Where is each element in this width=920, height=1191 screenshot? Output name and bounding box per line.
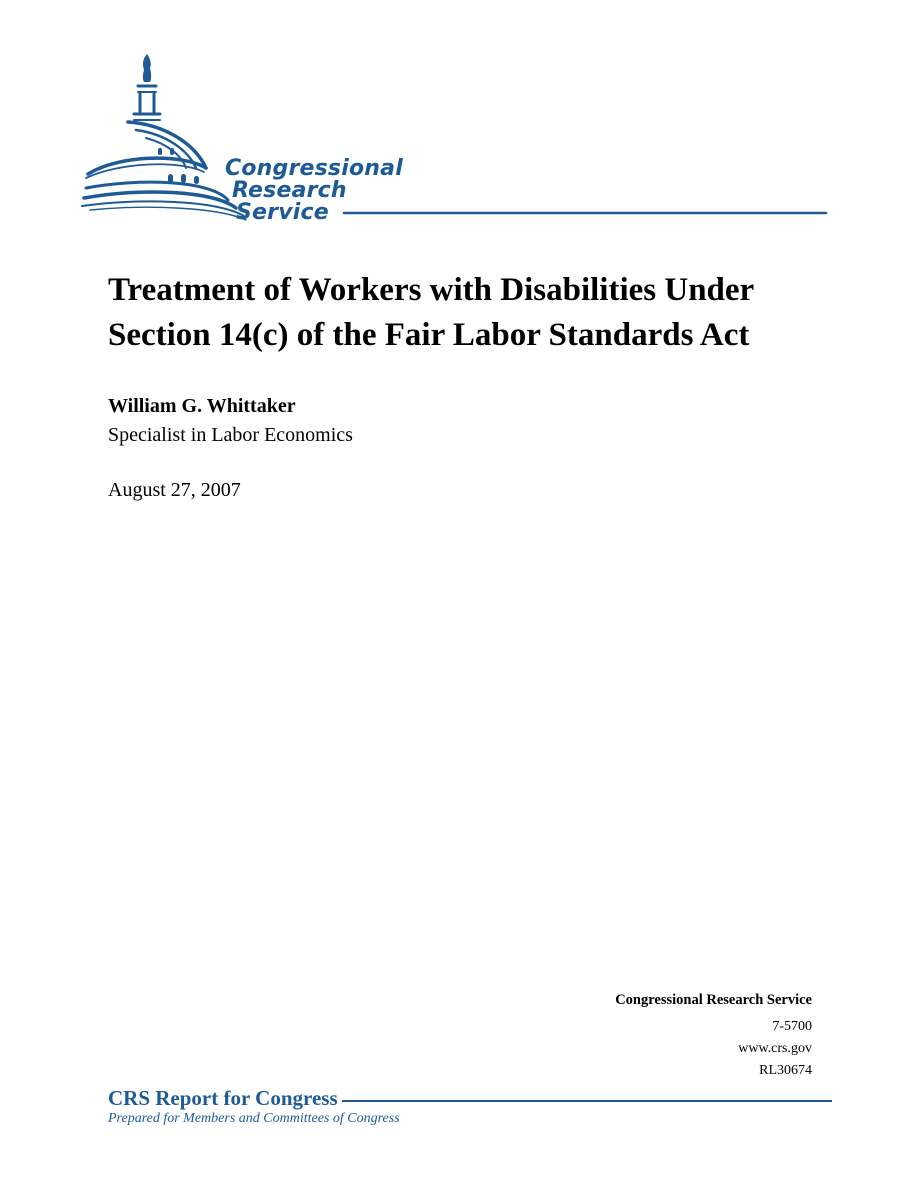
footer-phone: 7-5700 bbox=[772, 1019, 812, 1034]
crs-report-label: CRS Report for Congress bbox=[108, 1084, 342, 1112]
author-role: Specialist in Labor Economics bbox=[108, 424, 353, 446]
capitol-dome-icon bbox=[80, 50, 840, 230]
logo-text-service: Service bbox=[236, 200, 329, 225]
title-line-1: Treatment of Workers with Disabilities Under bbox=[108, 272, 755, 308]
document-date: August 27, 2007 bbox=[108, 479, 241, 501]
document-title bbox=[108, 268, 868, 358]
author-name: William G. Whittaker bbox=[108, 395, 296, 417]
title-line-2: Section 14(c) of the Fair Labor Standards Act bbox=[108, 317, 750, 353]
logo-text-research: Research bbox=[232, 178, 347, 203]
footer-organization: Congressional Research Service bbox=[615, 992, 812, 1008]
footer-info bbox=[615, 988, 812, 1081]
logo-text-congressional: Congressional bbox=[225, 156, 403, 181]
footer-report-number: RL30674 bbox=[759, 1063, 812, 1078]
prepared-for-line: Prepared for Members and Committees of Congress bbox=[108, 1111, 400, 1126]
crs-logo bbox=[80, 50, 840, 230]
footer-website: www.crs.gov bbox=[738, 1041, 812, 1056]
